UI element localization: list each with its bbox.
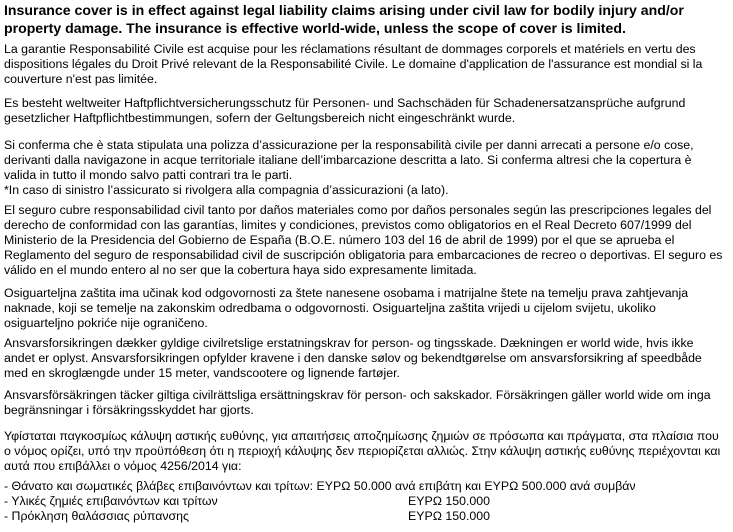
greek-list-item-value: ΕΥΡΩ 150.000 [408, 494, 490, 509]
paragraph-french: La garantie Responsabilité Civile est acquise pour les réclamations résultant de dommages corporels et matériels en vertu des dispositions légales du Droit Privé relevant de la Responsabilité Civile. Le domaine d'application de l'assurance est mondial si la couverture n'est pas limitée. [4, 42, 703, 87]
paragraph-swedish: Ansvarsförsäkringen täcker giltiga civilrättsliga ersättningskrav för person- och sakskador. Försäkringen gäller world wide om inga begränsningar i försäkringsskyddet har gjorts. [4, 388, 711, 418]
paragraph-greek-intro: Υφίσταται παγκοσμίως κάλυψη αστικής ευθύνης, για απαιτήσεις αποζημίωσης ζημιών σε πρόσωπα και πράγματα, στα πλαίσια που ο νόμος ορίζει, υπό την προϋπόθεση ότι η περιοχή κάλυψης δεν περιορίζεται αλλιώς. Στην κάλυψη αστικής ευθύνης περιέχονται και αυτά που επιβάλλει ο νόμος 4256/2014 για: [4, 429, 721, 474]
greek-list-item-label: - Πρόκληση θαλάσσιας ρύπανσης [4, 509, 189, 524]
paragraph-italian [4, 138, 727, 198]
paragraph-german: Es besteht weltweiter Haftpflichtversicherungsschutz für Personen- und Sachschäden für Schadenersatzansprüche aufgrund gesetzlicher Haftpflichtbestimmungen, sofern der Geltungsbereich nicht eingeschränkt wurde. [4, 96, 686, 126]
paragraph-italian-main: Si conferma che è stata stipulata una polizza d’assicurazione per la responsabilità civile per danni arrecati a persone e/o cose, derivanti dalla navigazone in acque territoriale italiane dell’imbarcazione descritta a lato. Si conferma altresi che la copertura è valida in tutto il mondo salvo patti contrari tra le parti. [4, 138, 694, 183]
greek-list-item-label: - Θάνατο και σωματικές βλάβες επιβαινόντων και τρίτων: ΕΥΡΩ 50.000 ανά επιβάτη και ΕΥΡΩ 500.000 ανά συμβάν [4, 479, 636, 494]
greek-list-item [4, 509, 727, 524]
greek-list-item [4, 479, 727, 494]
paragraph-greek [4, 429, 727, 525]
paragraph-croatian: Osiguarteljna zaštita ima učinak kod odgovornosti za štete nanesene osobama i matrijalne štete na temelju prava zahtjevanja naknade, koji se temelje na zakonskim odredbama o odgovornosti. Osiguarteljna zaštita vrijedi u cijelom svijetu, ukoliko osiguarteljno pokriće nije ograničeno. [4, 286, 689, 331]
paragraph-italian-note: *In caso di sinistro l’assicurato si rivolgera alla compagnia d’assicurazioni (a lato). [4, 183, 449, 198]
greek-list-item-label: - Υλικές ζημιές επιβαινόντων και τρίτων [4, 494, 218, 509]
greek-list-item-value: ΕΥΡΩ 150.000 [408, 509, 490, 524]
paragraph-danish: Ansvarsforsikringen dækker gyldige civilretslige erstatningskrav for person- og tingsskade. Dækningen er world wide, hvis ikke andet er oplyst. Ansvarsforsikringen opfylder kravene i den danske sølov og bekendtgørelse om ansvarsforsikring af speedbåde med en skroglængde under 15 meter, vandscootere og lignende fartøjer. [4, 336, 702, 381]
paragraph-spanish: El seguro cubre responsabilidad civil tanto por daños materiales como por daños personales según las prescripciones legales del derecho de conformidad con las garantías, limites y condiciones, previstos como obligatorios en el Real Decreto 607/1999 del Ministerio de la Presidencia del Gobierno de España (B.O.E. número 103 del 16 de abril de 1999) por el que se aprueba el Reglamento del seguro de responsabilidad civil de suscripción obligatoria para embarcaciones de recreo o deportivas. El seguro es válido en el mundo entero al no ser que la cobertura haya sido expresamente limitada. [4, 203, 723, 278]
heading-english: Insurance cover is in effect against legal liability claims arising under civil law for bodily injury and/or property damage. The insurance is effective world-wide, unless the scope of cover is limited. [4, 2, 684, 36]
greek-list-item [4, 494, 727, 509]
